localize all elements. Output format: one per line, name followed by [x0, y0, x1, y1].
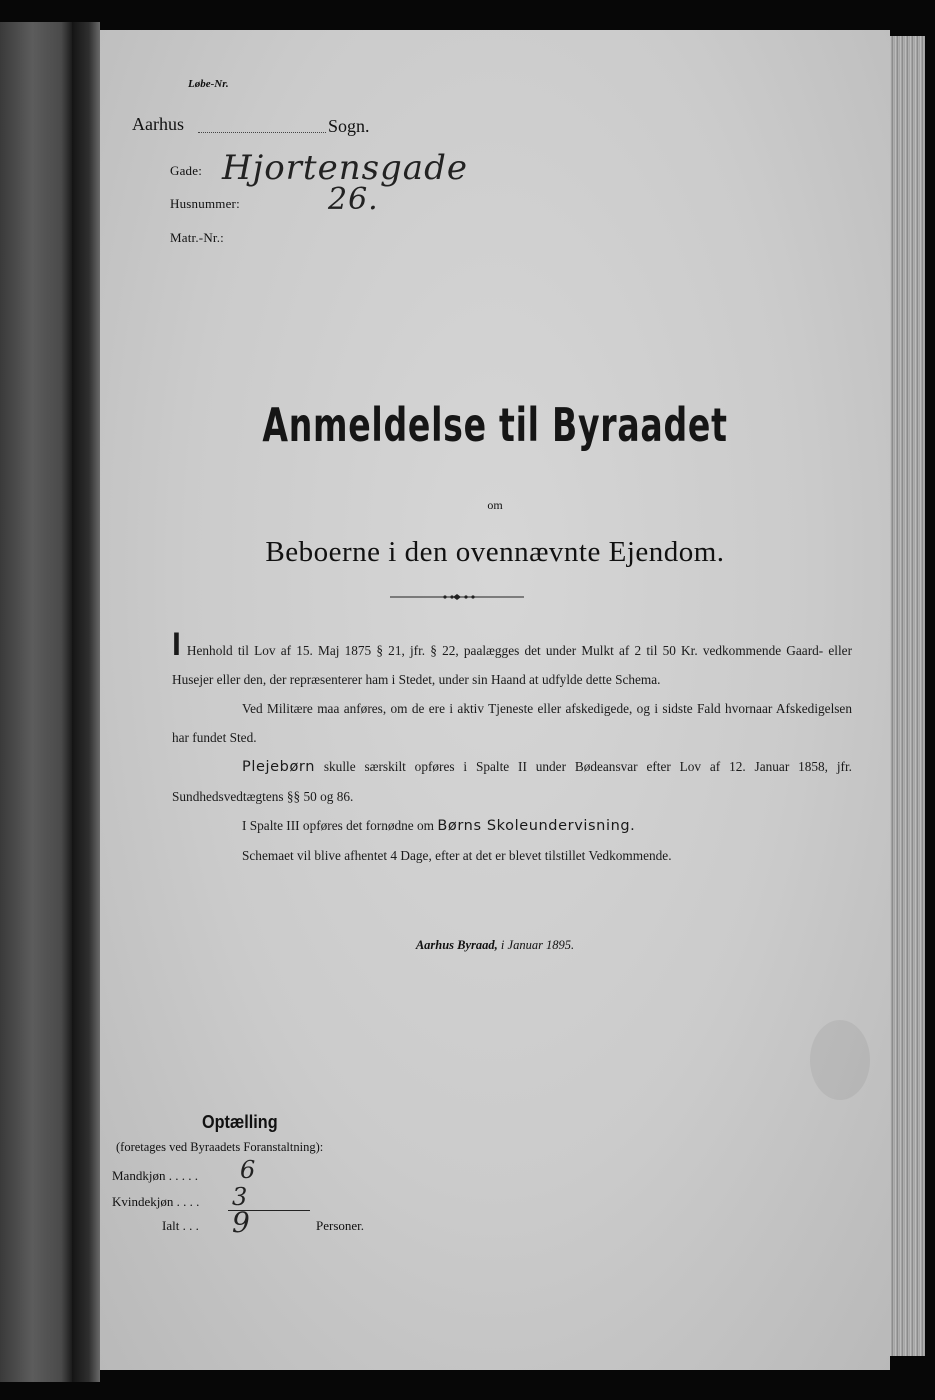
paper-stain [810, 1020, 870, 1100]
fosterchildren-lead: Plejebørn [242, 759, 316, 775]
personer-label: Personer. [316, 1218, 365, 1233]
count-subtitle: (foretages ved Byraadets Foranstaltning): [116, 1140, 324, 1154]
ialt-value: 9 [232, 1206, 251, 1239]
schooling-emphasis: Børns Skoleundervisning. [437, 818, 636, 834]
paragraph-military: Ved Militære maa anføres, om de ere i aktiv Tjeneste eller afskedigede, og i sidste Fald hvornaar Afskedigelsen har fundet Sted. [172, 701, 852, 745]
left-page-edge [0, 22, 72, 1382]
signoff-authority: Aarhus Byraad, [415, 938, 498, 952]
paragraph-law [172, 626, 852, 694]
kvindekjon-label: Kvindekjøn . . . . [112, 1194, 200, 1209]
schooling-text: I Spalte III opføres det fornødne om [242, 818, 435, 833]
paragraph-collection: Schemaet vil blive afhentet 4 Dage, efter at det er blevet tilstillet Vedkommende. [242, 848, 672, 863]
kvindekjon-value: 3 [232, 1183, 249, 1211]
gade-label: Gade: [170, 163, 203, 178]
drop-initial: I [172, 626, 181, 662]
document-subtitle: Beboerne i den ovennævnte Ejendom. [265, 536, 725, 568]
document-page [100, 30, 890, 1370]
lobe-nr-label: Løbe-Nr. [188, 78, 229, 90]
instructions-body [172, 626, 852, 870]
fosterchildren-text: skulle særskilt opføres i Spalte II under Bødeansvar efter Lov af 12. Januar 1858, jfr. Sundhedsvedtægtens §§ 50 og 86. [172, 759, 852, 804]
ornament-divider [390, 592, 524, 602]
paragraph-fosterchildren [172, 752, 852, 811]
matr-label: Matr.-Nr.: [170, 230, 224, 245]
count-title: Optælling [202, 1112, 278, 1132]
document-title: Anmeldelse til Byraadet [262, 398, 728, 452]
paragraph-law-text: Henhold til Lov af 15. Maj 1875 § 21, jfr. § 22, paalægges det under Mulkt af 2 til 50 Kr. vedkommende Gaard- eller Husejer eller den, der repræsenterer ham i Stedet, under sin Haand at udfylde dette Schema. [172, 643, 852, 687]
mandkjon-value: 6 [240, 1156, 257, 1184]
title-connector: om [487, 498, 503, 512]
gade-handwritten-value: Hjortensgade [222, 148, 468, 188]
book-gutter [72, 22, 100, 1382]
sogn-dotline [198, 132, 326, 133]
husnummer-label: Husnummer: [170, 196, 240, 211]
page-stack-edges [888, 36, 925, 1356]
ialt-label: Ialt . . . [162, 1218, 199, 1233]
signoff-date: i Januar 1895. [500, 938, 575, 952]
mandkjon-label: Mandkjøn . . . . . [112, 1168, 198, 1183]
signoff [100, 938, 890, 953]
sogn-label: Sogn. [328, 116, 370, 136]
town-label: Aarhus [132, 114, 184, 134]
husnummer-handwritten-value: 26. [328, 182, 379, 217]
paragraph-schooling [172, 811, 852, 841]
